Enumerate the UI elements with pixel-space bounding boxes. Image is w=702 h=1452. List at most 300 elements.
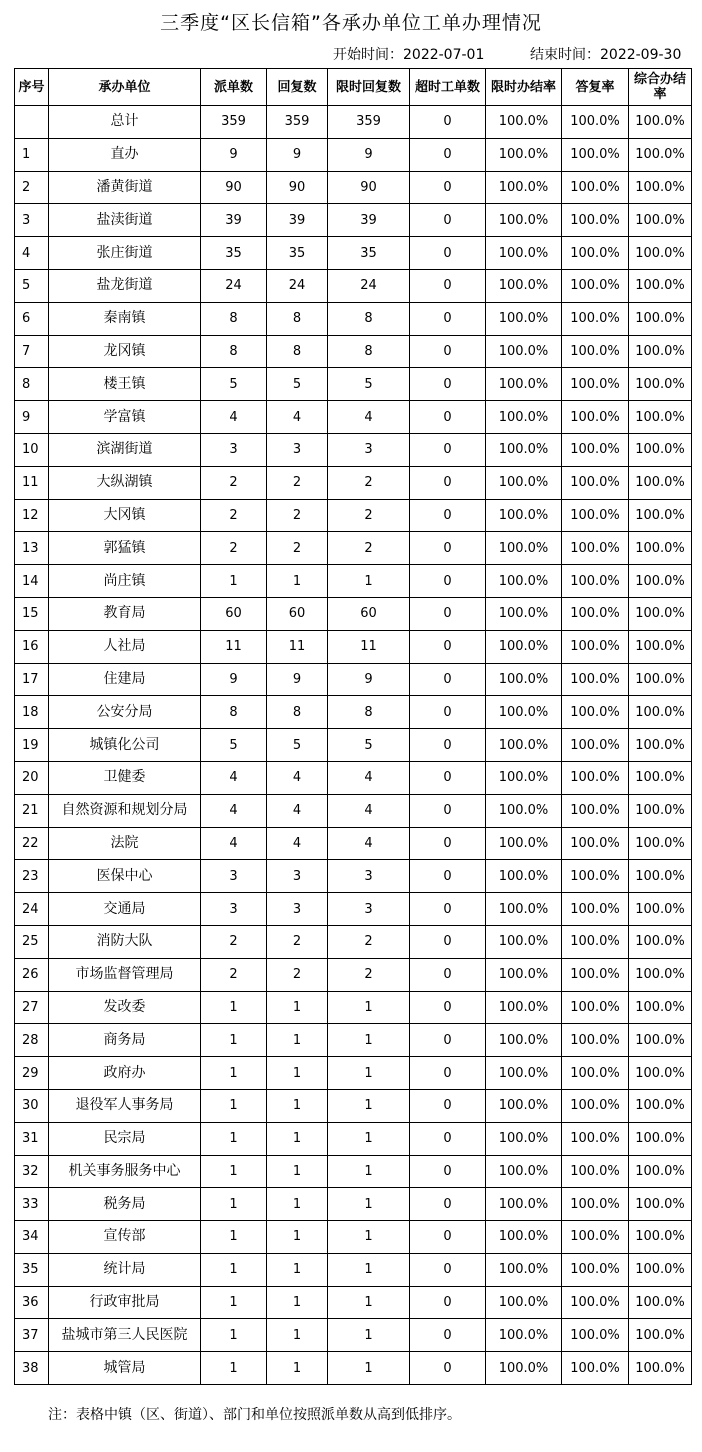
cell-reply-rate: 100.0% [562, 1122, 629, 1155]
table-row [15, 696, 692, 729]
total-overall-rate: 100.0% [629, 106, 692, 139]
cell-dispatched: 1 [201, 1024, 267, 1057]
cell-unit: 自然资源和规划分局 [49, 794, 201, 827]
cell-overtime: 0 [410, 630, 486, 663]
header-reply-rate: 答复率 [562, 69, 629, 106]
cell-replied: 2 [267, 958, 328, 991]
cell-overall-rate: 100.0% [629, 663, 692, 696]
table-row [15, 1188, 692, 1221]
table-row [15, 171, 692, 204]
cell-reply-rate: 100.0% [562, 794, 629, 827]
cell-dispatched: 8 [201, 696, 267, 729]
cell-overall-rate: 100.0% [629, 237, 692, 270]
cell-overtime: 0 [410, 1089, 486, 1122]
cell-timely-replied: 4 [328, 401, 410, 434]
cell-dispatched: 1 [201, 1188, 267, 1221]
cell-timely-rate: 100.0% [486, 729, 562, 762]
cell-seq: 21 [15, 794, 49, 827]
cell-dispatched: 1 [201, 1155, 267, 1188]
table-row [15, 729, 692, 762]
cell-seq: 32 [15, 1155, 49, 1188]
table-row [15, 597, 692, 630]
cell-timely-rate: 100.0% [486, 925, 562, 958]
cell-unit: 滨湖街道 [49, 433, 201, 466]
cell-unit: 民宗局 [49, 1122, 201, 1155]
cell-unit: 盐城市第三人民医院 [49, 1319, 201, 1352]
cell-reply-rate: 100.0% [562, 335, 629, 368]
cell-timely-replied: 1 [328, 1188, 410, 1221]
cell-seq: 23 [15, 860, 49, 893]
cell-dispatched: 2 [201, 499, 267, 532]
cell-overall-rate: 100.0% [629, 466, 692, 499]
cell-unit: 发改委 [49, 991, 201, 1024]
cell-replied: 4 [267, 401, 328, 434]
cell-overtime: 0 [410, 1352, 486, 1385]
cell-seq: 12 [15, 499, 49, 532]
cell-overall-rate: 100.0% [629, 1122, 692, 1155]
cell-timely-rate: 100.0% [486, 696, 562, 729]
cell-unit: 潘黄街道 [49, 171, 201, 204]
cell-overtime: 0 [410, 269, 486, 302]
cell-seq: 19 [15, 729, 49, 762]
cell-overtime: 0 [410, 499, 486, 532]
cell-seq: 29 [15, 1057, 49, 1090]
cell-timely-rate: 100.0% [486, 1155, 562, 1188]
cell-dispatched: 5 [201, 729, 267, 762]
cell-overall-rate: 100.0% [629, 499, 692, 532]
cell-dispatched: 90 [201, 171, 267, 204]
cell-unit: 城管局 [49, 1352, 201, 1385]
cell-timely-replied: 9 [328, 663, 410, 696]
cell-timely-replied: 2 [328, 532, 410, 565]
cell-replied: 9 [267, 138, 328, 171]
table-row [15, 1286, 692, 1319]
cell-timely-rate: 100.0% [486, 1057, 562, 1090]
cell-overall-rate: 100.0% [629, 958, 692, 991]
cell-timely-replied: 9 [328, 138, 410, 171]
cell-timely-rate: 100.0% [486, 565, 562, 598]
table-row [15, 532, 692, 565]
cell-overtime: 0 [410, 794, 486, 827]
cell-unit: 医保中心 [49, 860, 201, 893]
cell-reply-rate: 100.0% [562, 1253, 629, 1286]
cell-replied: 4 [267, 761, 328, 794]
table-row [15, 893, 692, 926]
table-row [15, 663, 692, 696]
cell-dispatched: 1 [201, 1286, 267, 1319]
cell-overtime: 0 [410, 204, 486, 237]
cell-overall-rate: 100.0% [629, 269, 692, 302]
cell-timely-replied: 1 [328, 1253, 410, 1286]
cell-overall-rate: 100.0% [629, 597, 692, 630]
cell-seq: 38 [15, 1352, 49, 1385]
cell-overall-rate: 100.0% [629, 565, 692, 598]
cell-overtime: 0 [410, 761, 486, 794]
cell-overtime: 0 [410, 1057, 486, 1090]
cell-dispatched: 9 [201, 138, 267, 171]
header-seq: 序号 [15, 69, 49, 106]
cell-timely-rate: 100.0% [486, 1089, 562, 1122]
cell-timely-rate: 100.0% [486, 991, 562, 1024]
cell-dispatched: 39 [201, 204, 267, 237]
cell-seq: 28 [15, 1024, 49, 1057]
cell-seq: 30 [15, 1089, 49, 1122]
cell-timely-replied: 1 [328, 1155, 410, 1188]
cell-reply-rate: 100.0% [562, 1221, 629, 1254]
cell-overtime: 0 [410, 1286, 486, 1319]
cell-timely-replied: 4 [328, 761, 410, 794]
cell-replied: 1 [267, 1057, 328, 1090]
cell-timely-rate: 100.0% [486, 1286, 562, 1319]
total-replied: 359 [267, 106, 328, 139]
cell-overall-rate: 100.0% [629, 729, 692, 762]
cell-timely-replied: 8 [328, 302, 410, 335]
cell-timely-replied: 1 [328, 1319, 410, 1352]
cell-reply-rate: 100.0% [562, 269, 629, 302]
cell-replied: 1 [267, 1253, 328, 1286]
cell-reply-rate: 100.0% [562, 1155, 629, 1188]
cell-dispatched: 1 [201, 1122, 267, 1155]
cell-reply-rate: 100.0% [562, 1057, 629, 1090]
cell-overtime: 0 [410, 696, 486, 729]
cell-timely-rate: 100.0% [486, 1122, 562, 1155]
cell-timely-replied: 1 [328, 1024, 410, 1057]
cell-dispatched: 1 [201, 991, 267, 1024]
table-row [15, 302, 692, 335]
cell-overtime: 0 [410, 401, 486, 434]
cell-overall-rate: 100.0% [629, 1221, 692, 1254]
cell-reply-rate: 100.0% [562, 991, 629, 1024]
table-row [15, 1122, 692, 1155]
cell-unit: 退役军人事务局 [49, 1089, 201, 1122]
cell-timely-replied: 4 [328, 794, 410, 827]
cell-unit: 楼王镇 [49, 368, 201, 401]
cell-unit: 机关事务服务中心 [49, 1155, 201, 1188]
table-row [15, 1089, 692, 1122]
cell-replied: 1 [267, 1352, 328, 1385]
table-row [15, 565, 692, 598]
cell-timely-rate: 100.0% [486, 532, 562, 565]
table-row [15, 1057, 692, 1090]
cell-replied: 2 [267, 466, 328, 499]
total-reply-rate: 100.0% [562, 106, 629, 139]
cell-overtime: 0 [410, 302, 486, 335]
cell-overtime: 0 [410, 860, 486, 893]
cell-timely-rate: 100.0% [486, 433, 562, 466]
cell-replied: 8 [267, 302, 328, 335]
cell-dispatched: 2 [201, 958, 267, 991]
cell-unit: 统计局 [49, 1253, 201, 1286]
cell-overall-rate: 100.0% [629, 991, 692, 1024]
cell-overtime: 0 [410, 565, 486, 598]
cell-overall-rate: 100.0% [629, 1352, 692, 1385]
cell-replied: 8 [267, 335, 328, 368]
cell-overall-rate: 100.0% [629, 1319, 692, 1352]
cell-replied: 1 [267, 1089, 328, 1122]
cell-unit: 学富镇 [49, 401, 201, 434]
cell-reply-rate: 100.0% [562, 860, 629, 893]
cell-seq: 11 [15, 466, 49, 499]
cell-dispatched: 4 [201, 827, 267, 860]
header-unit: 承办单位 [49, 69, 201, 106]
cell-reply-rate: 100.0% [562, 532, 629, 565]
cell-dispatched: 8 [201, 302, 267, 335]
cell-timely-replied: 2 [328, 466, 410, 499]
table-row [15, 1221, 692, 1254]
header-dispatched: 派单数 [201, 69, 267, 106]
cell-overtime: 0 [410, 893, 486, 926]
cell-timely-replied: 8 [328, 335, 410, 368]
cell-dispatched: 3 [201, 433, 267, 466]
cell-replied: 39 [267, 204, 328, 237]
cell-reply-rate: 100.0% [562, 729, 629, 762]
cell-timely-replied: 8 [328, 696, 410, 729]
cell-timely-rate: 100.0% [486, 466, 562, 499]
table-row [15, 991, 692, 1024]
cell-dispatched: 4 [201, 401, 267, 434]
cell-seq: 24 [15, 893, 49, 926]
cell-timely-replied: 3 [328, 860, 410, 893]
cell-dispatched: 3 [201, 860, 267, 893]
table-row [15, 1155, 692, 1188]
cell-timely-replied: 2 [328, 925, 410, 958]
start-date: 开始时间：2022-07-01 [333, 47, 485, 63]
cell-timely-rate: 100.0% [486, 1352, 562, 1385]
table-row [15, 1253, 692, 1286]
cell-seq: 5 [15, 269, 49, 302]
cell-timely-rate: 100.0% [486, 630, 562, 663]
cell-seq: 7 [15, 335, 49, 368]
cell-seq: 14 [15, 565, 49, 598]
cell-overall-rate: 100.0% [629, 925, 692, 958]
cell-overall-rate: 100.0% [629, 204, 692, 237]
total-seq [15, 106, 49, 139]
cell-reply-rate: 100.0% [562, 1089, 629, 1122]
cell-overtime: 0 [410, 827, 486, 860]
cell-dispatched: 1 [201, 1221, 267, 1254]
cell-unit: 行政审批局 [49, 1286, 201, 1319]
table-row [15, 860, 692, 893]
cell-overtime: 0 [410, 466, 486, 499]
table-row [15, 401, 692, 434]
cell-replied: 8 [267, 696, 328, 729]
cell-unit: 尚庄镇 [49, 565, 201, 598]
cell-timely-rate: 100.0% [486, 335, 562, 368]
cell-overall-rate: 100.0% [629, 1057, 692, 1090]
cell-timely-rate: 100.0% [486, 302, 562, 335]
cell-overtime: 0 [410, 991, 486, 1024]
cell-reply-rate: 100.0% [562, 1188, 629, 1221]
cell-timely-replied: 3 [328, 433, 410, 466]
cell-overtime: 0 [410, 1253, 486, 1286]
cell-timely-replied: 5 [328, 368, 410, 401]
cell-timely-rate: 100.0% [486, 1253, 562, 1286]
cell-replied: 2 [267, 925, 328, 958]
cell-timely-rate: 100.0% [486, 1188, 562, 1221]
cell-overtime: 0 [410, 138, 486, 171]
cell-timely-replied: 1 [328, 1122, 410, 1155]
total-timely-rate: 100.0% [486, 106, 562, 139]
cell-timely-replied: 1 [328, 991, 410, 1024]
cell-unit: 卫健委 [49, 761, 201, 794]
cell-dispatched: 1 [201, 1057, 267, 1090]
cell-overtime: 0 [410, 958, 486, 991]
cell-dispatched: 3 [201, 893, 267, 926]
cell-seq: 15 [15, 597, 49, 630]
cell-dispatched: 1 [201, 1352, 267, 1385]
cell-seq: 26 [15, 958, 49, 991]
cell-replied: 4 [267, 827, 328, 860]
table-row [15, 138, 692, 171]
cell-unit: 消防大队 [49, 925, 201, 958]
cell-seq: 13 [15, 532, 49, 565]
cell-dispatched: 1 [201, 1089, 267, 1122]
cell-replied: 3 [267, 893, 328, 926]
cell-timely-rate: 100.0% [486, 1024, 562, 1057]
total-row [15, 106, 692, 139]
cell-replied: 1 [267, 1024, 328, 1057]
cell-timely-rate: 100.0% [486, 794, 562, 827]
cell-timely-replied: 35 [328, 237, 410, 270]
cell-seq: 1 [15, 138, 49, 171]
cell-reply-rate: 100.0% [562, 1352, 629, 1385]
cell-reply-rate: 100.0% [562, 138, 629, 171]
cell-reply-rate: 100.0% [562, 237, 629, 270]
cell-reply-rate: 100.0% [562, 499, 629, 532]
cell-replied: 1 [267, 1319, 328, 1352]
table-row [15, 499, 692, 532]
cell-timely-rate: 100.0% [486, 204, 562, 237]
cell-timely-replied: 1 [328, 1221, 410, 1254]
cell-overall-rate: 100.0% [629, 1253, 692, 1286]
cell-overtime: 0 [410, 1122, 486, 1155]
cell-overall-rate: 100.0% [629, 1286, 692, 1319]
cell-overtime: 0 [410, 729, 486, 762]
cell-unit: 张庄街道 [49, 237, 201, 270]
cell-timely-rate: 100.0% [486, 1221, 562, 1254]
cell-replied: 35 [267, 237, 328, 270]
cell-overall-rate: 100.0% [629, 761, 692, 794]
cell-replied: 1 [267, 1155, 328, 1188]
total-label: 总计 [49, 106, 201, 139]
cell-reply-rate: 100.0% [562, 433, 629, 466]
cell-reply-rate: 100.0% [562, 204, 629, 237]
cell-dispatched: 2 [201, 532, 267, 565]
cell-unit: 大冈镇 [49, 499, 201, 532]
cell-seq: 37 [15, 1319, 49, 1352]
table-row [15, 433, 692, 466]
table-row [15, 925, 692, 958]
table-row [15, 1024, 692, 1057]
cell-timely-replied: 2 [328, 958, 410, 991]
cell-replied: 3 [267, 433, 328, 466]
cell-overall-rate: 100.0% [629, 794, 692, 827]
table-header-row [15, 69, 692, 106]
table-row [15, 1352, 692, 1385]
cell-overtime: 0 [410, 532, 486, 565]
header-timely-replied: 限时回复数 [328, 69, 410, 106]
cell-overall-rate: 100.0% [629, 401, 692, 434]
cell-seq: 22 [15, 827, 49, 860]
cell-timely-replied: 4 [328, 827, 410, 860]
cell-reply-rate: 100.0% [562, 302, 629, 335]
cell-unit: 宣传部 [49, 1221, 201, 1254]
cell-reply-rate: 100.0% [562, 761, 629, 794]
cell-replied: 5 [267, 368, 328, 401]
cell-reply-rate: 100.0% [562, 1286, 629, 1319]
cell-replied: 90 [267, 171, 328, 204]
cell-seq: 25 [15, 925, 49, 958]
cell-seq: 2 [15, 171, 49, 204]
cell-overall-rate: 100.0% [629, 433, 692, 466]
cell-reply-rate: 100.0% [562, 597, 629, 630]
cell-unit: 商务局 [49, 1024, 201, 1057]
table-row [15, 794, 692, 827]
cell-dispatched: 4 [201, 761, 267, 794]
cell-overtime: 0 [410, 1024, 486, 1057]
cell-reply-rate: 100.0% [562, 368, 629, 401]
cell-dispatched: 1 [201, 565, 267, 598]
cell-unit: 大纵湖镇 [49, 466, 201, 499]
cell-seq: 20 [15, 761, 49, 794]
cell-seq: 36 [15, 1286, 49, 1319]
cell-seq: 17 [15, 663, 49, 696]
cell-unit: 直办 [49, 138, 201, 171]
cell-timely-rate: 100.0% [486, 663, 562, 696]
cell-dispatched: 5 [201, 368, 267, 401]
cell-timely-replied: 60 [328, 597, 410, 630]
cell-overall-rate: 100.0% [629, 893, 692, 926]
cell-timely-replied: 5 [328, 729, 410, 762]
cell-overtime: 0 [410, 433, 486, 466]
table-row [15, 368, 692, 401]
cell-reply-rate: 100.0% [562, 827, 629, 860]
total-overtime: 0 [410, 106, 486, 139]
cell-unit: 盐渎街道 [49, 204, 201, 237]
cell-dispatched: 2 [201, 925, 267, 958]
cell-reply-rate: 100.0% [562, 663, 629, 696]
cell-timely-replied: 1 [328, 1286, 410, 1319]
cell-replied: 3 [267, 860, 328, 893]
cell-timely-rate: 100.0% [486, 761, 562, 794]
cell-unit: 法院 [49, 827, 201, 860]
cell-replied: 5 [267, 729, 328, 762]
cell-reply-rate: 100.0% [562, 171, 629, 204]
cell-unit: 市场监督管理局 [49, 958, 201, 991]
table-row [15, 630, 692, 663]
cell-dispatched: 24 [201, 269, 267, 302]
cell-timely-replied: 24 [328, 269, 410, 302]
cell-timely-replied: 2 [328, 499, 410, 532]
table-row [15, 269, 692, 302]
cell-reply-rate: 100.0% [562, 401, 629, 434]
cell-reply-rate: 100.0% [562, 565, 629, 598]
cell-reply-rate: 100.0% [562, 696, 629, 729]
cell-overall-rate: 100.0% [629, 1188, 692, 1221]
cell-unit: 公安分局 [49, 696, 201, 729]
cell-dispatched: 9 [201, 663, 267, 696]
cell-reply-rate: 100.0% [562, 466, 629, 499]
cell-timely-replied: 90 [328, 171, 410, 204]
cell-timely-rate: 100.0% [486, 893, 562, 926]
cell-overtime: 0 [410, 237, 486, 270]
cell-overtime: 0 [410, 663, 486, 696]
cell-timely-rate: 100.0% [486, 237, 562, 270]
cell-timely-replied: 39 [328, 204, 410, 237]
total-dispatched: 359 [201, 106, 267, 139]
cell-timely-rate: 100.0% [486, 171, 562, 204]
cell-seq: 33 [15, 1188, 49, 1221]
